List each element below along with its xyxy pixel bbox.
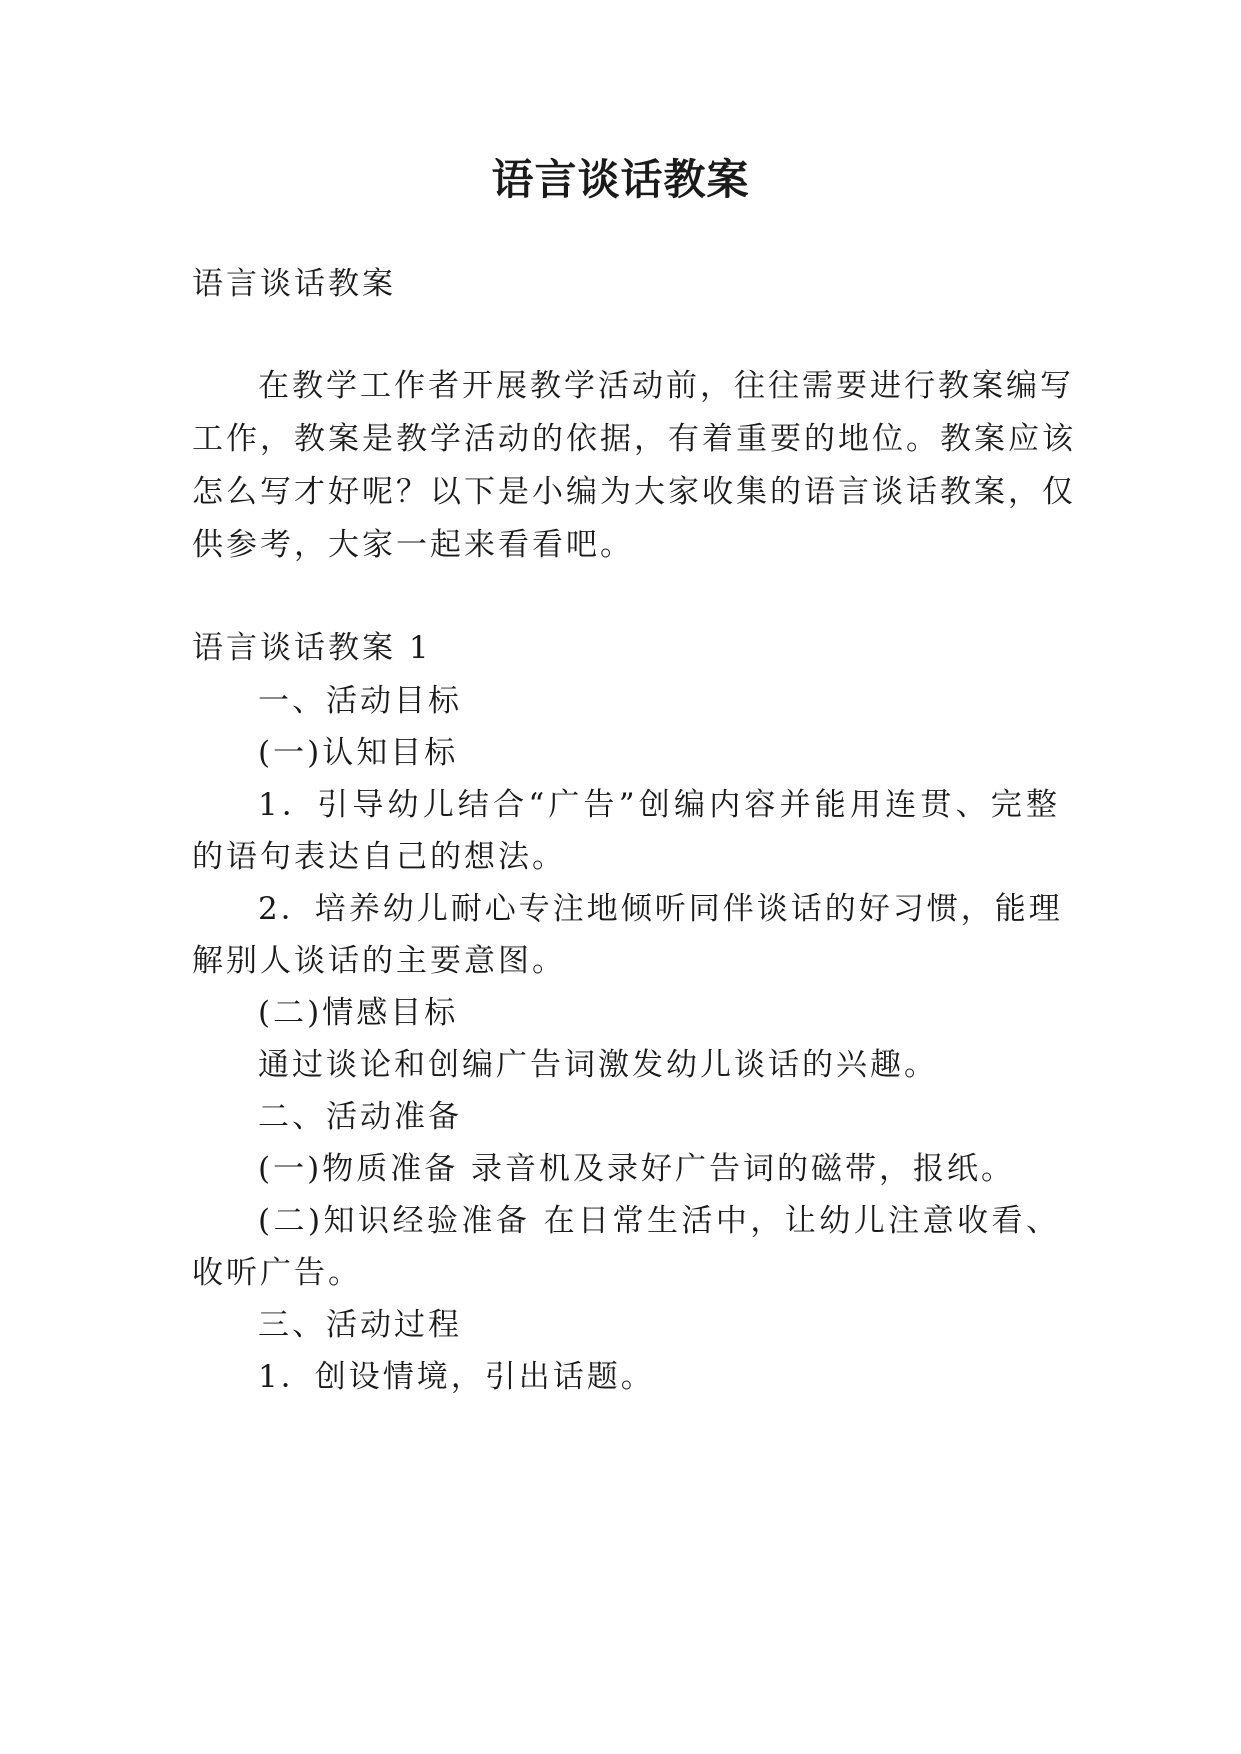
- process-item-1: 1．创设情境，引出话题。: [258, 1359, 655, 1395]
- intro-line-3: 怎么写才好呢？以下是小编为大家收集的语言谈话教案，仅: [192, 474, 1076, 510]
- heading-activity-process: 三、活动过程: [258, 1307, 462, 1343]
- document-subtitle: 语言谈话教案: [192, 266, 396, 302]
- subheading-emotion-goals: (二)情感目标: [258, 995, 459, 1031]
- intro-line-2: 工作，教案是教学活动的依据，有着重要的地位。教案应该: [192, 421, 1076, 457]
- subheading-cognitive-goals: (一)认知目标: [258, 735, 459, 771]
- section-heading: 语言谈话教案 1: [192, 630, 432, 666]
- goal-item-1-line-2: 的语句表达自己的想法。: [192, 839, 566, 875]
- intro-line-1: 在教学工作者开展教学活动前，往往需要进行教案编写: [258, 368, 1074, 404]
- document-title: 语言谈话教案: [491, 155, 750, 204]
- goal-item-2-line-1: 2．培养幼儿耐心专注地倾听同伴谈话的好习惯，能理: [258, 891, 1063, 927]
- intro-line-4: 供参考，大家一起来看看吧。: [192, 527, 634, 563]
- prep-knowledge-line-2: 收听广告。: [192, 1255, 362, 1291]
- prep-material: (一)物质准备 录音机及录好广告词的磁带，报纸。: [258, 1151, 1016, 1187]
- heading-activity-goals: 一、活动目标: [258, 683, 462, 719]
- heading-activity-preparation: 二、活动准备: [258, 1099, 462, 1135]
- emotion-goal-text: 通过谈论和创编广告词激发幼儿谈话的兴趣。: [258, 1047, 938, 1083]
- prep-knowledge-line-1: (二)知识经验准备 在日常生活中，让幼儿注意收看、: [258, 1203, 1060, 1239]
- goal-item-1-line-1: 1．引导幼儿结合“广告”创编内容并能用连贯、完整: [258, 787, 1060, 823]
- goal-item-2-line-2: 解别人谈话的主要意图。: [192, 943, 566, 979]
